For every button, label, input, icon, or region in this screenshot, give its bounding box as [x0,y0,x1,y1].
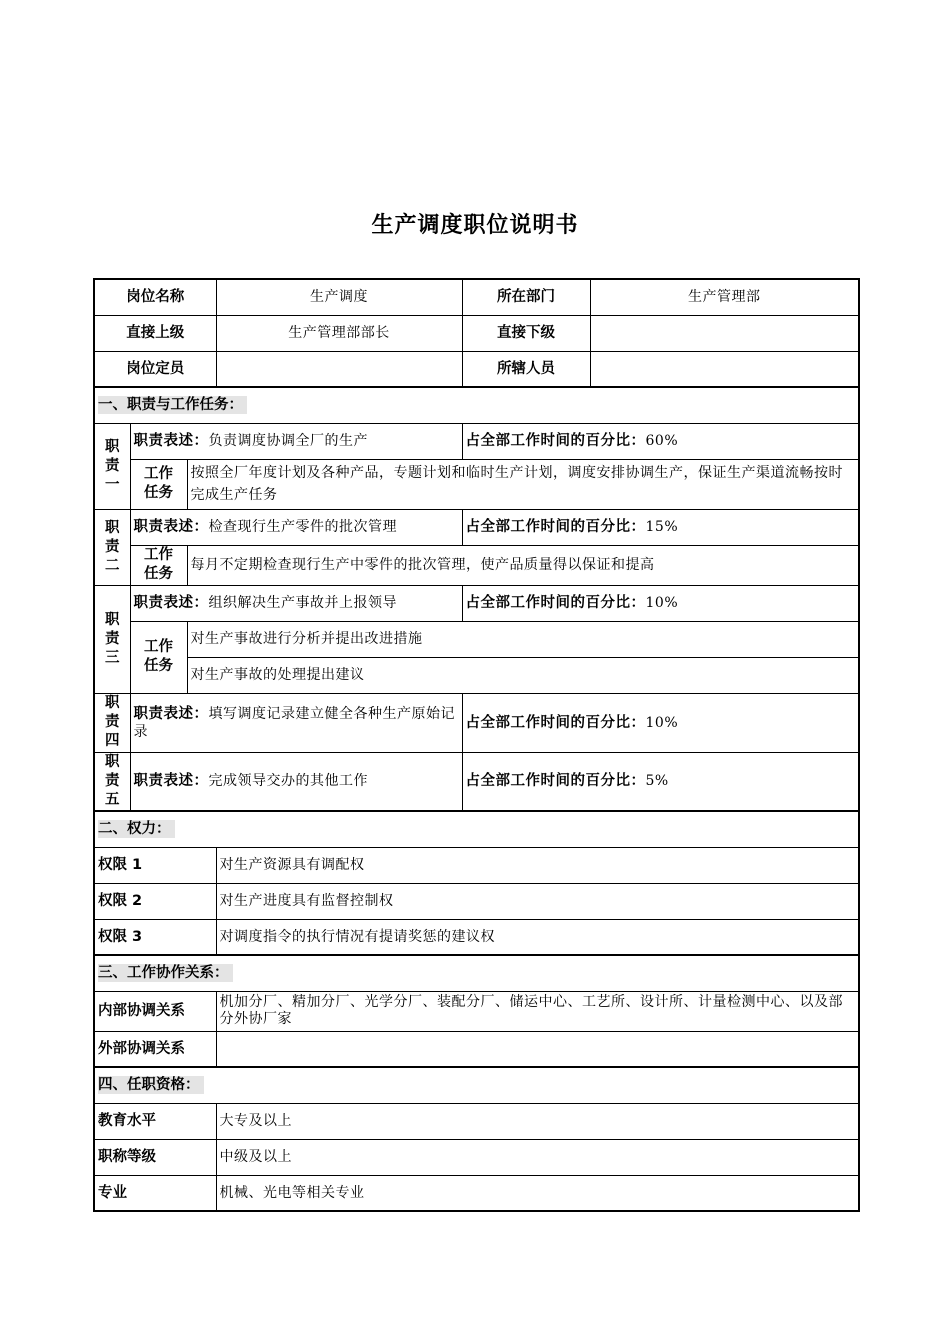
duty-2-desc: 职责表述：检查现行生产零件的批次管理 [130,509,462,545]
duty-2-task-label: 工作 任务 [130,545,187,585]
external-relation-value [216,1031,859,1067]
duty-1-desc: 职责表述：负责调度协调全厂的生产 [130,423,462,459]
section-powers-header: 二、权力： [94,811,859,847]
department-value: 生产管理部 [590,279,859,315]
position-name-label: 岗位名称 [94,279,216,315]
duty-3-task-2: 对生产事故的处理提出建议 [187,657,859,693]
duty-1-task-label: 工作 任务 [130,459,187,509]
power-3-value: 对调度指令的执行情况有提请奖惩的建议权 [216,919,859,955]
section-relations-header: 三、工作协作关系： [94,955,859,991]
duty-3-task-1: 对生产事故进行分析并提出改进措施 [187,621,859,657]
power-2-label: 权限 2 [94,883,216,919]
education-label: 教育水平 [94,1103,216,1139]
internal-relation-label: 内部协调关系 [94,991,216,1031]
duty-3-desc: 职责表述：组织解决生产事故并上报领导 [130,585,462,621]
duty-2-task-1: 每月不定期检查现行生产中零件的批次管理，使产品质量得以保证和提高 [187,545,859,585]
duty-3-name: 职 责 三 [94,585,130,693]
staff-label: 所辖人员 [462,351,590,387]
section-qualifications-header: 四、任职资格： [94,1067,859,1103]
title-level-value: 中级及以上 [216,1139,859,1175]
subordinate-value [590,315,859,351]
duty-5-time: 占全部工作时间的百分比：5% [462,752,859,811]
duty-5-desc: 职责表述：完成领导交办的其他工作 [130,752,462,811]
external-relation-label: 外部协调关系 [94,1031,216,1067]
duty-5-name: 职 责 五 [94,752,130,811]
quota-value [216,351,462,387]
duty-1-name: 职 责 一 [94,423,130,509]
power-2-value: 对生产进度具有监督控制权 [216,883,859,919]
section-duties-header: 一、职责与工作任务： [94,387,859,423]
duty-4-time: 占全部工作时间的百分比：10% [462,693,859,752]
department-label: 所在部门 [462,279,590,315]
superior-label: 直接上级 [94,315,216,351]
staff-value [590,351,859,387]
power-1-label: 权限 1 [94,847,216,883]
subordinate-label: 直接下级 [462,315,590,351]
duty-4-name: 职 责 四 [94,693,130,752]
power-1-value: 对生产资源具有调配权 [216,847,859,883]
duty-4-desc: 职责表述：填写调度记录建立健全各种生产原始记录 [130,693,462,752]
duty-2-time: 占全部工作时间的百分比：15% [462,509,859,545]
title-level-label: 职称等级 [94,1139,216,1175]
internal-relation-value: 机加分厂、精加分厂、光学分厂、装配分厂、储运中心、工艺所、设计所、计量检测中心、以及部分外协厂家 [216,991,859,1031]
superior-value: 生产管理部部长 [216,315,462,351]
education-value: 大专及以上 [216,1103,859,1139]
quota-label: 岗位定员 [94,351,216,387]
duty-2-name: 职 责 二 [94,509,130,585]
power-3-label: 权限 3 [94,919,216,955]
position-name-value: 生产调度 [216,279,462,315]
duty-1-time: 占全部工作时间的百分比：60% [462,423,859,459]
page-title: 生产调度职位说明书 [371,213,579,238]
duty-1-task-1: 按照全厂年度计划及各种产品，专题计划和临时生产计划，调度安排协调生产，保证生产渠道流畅按时完成生产任务 [187,459,859,509]
major-value: 机械、光电等相关专业 [216,1175,859,1211]
major-label: 专业 [94,1175,216,1211]
job-description-table [93,278,860,1212]
duty-3-time: 占全部工作时间的百分比：10% [462,585,859,621]
duty-3-task-label: 工作 任务 [130,621,187,693]
